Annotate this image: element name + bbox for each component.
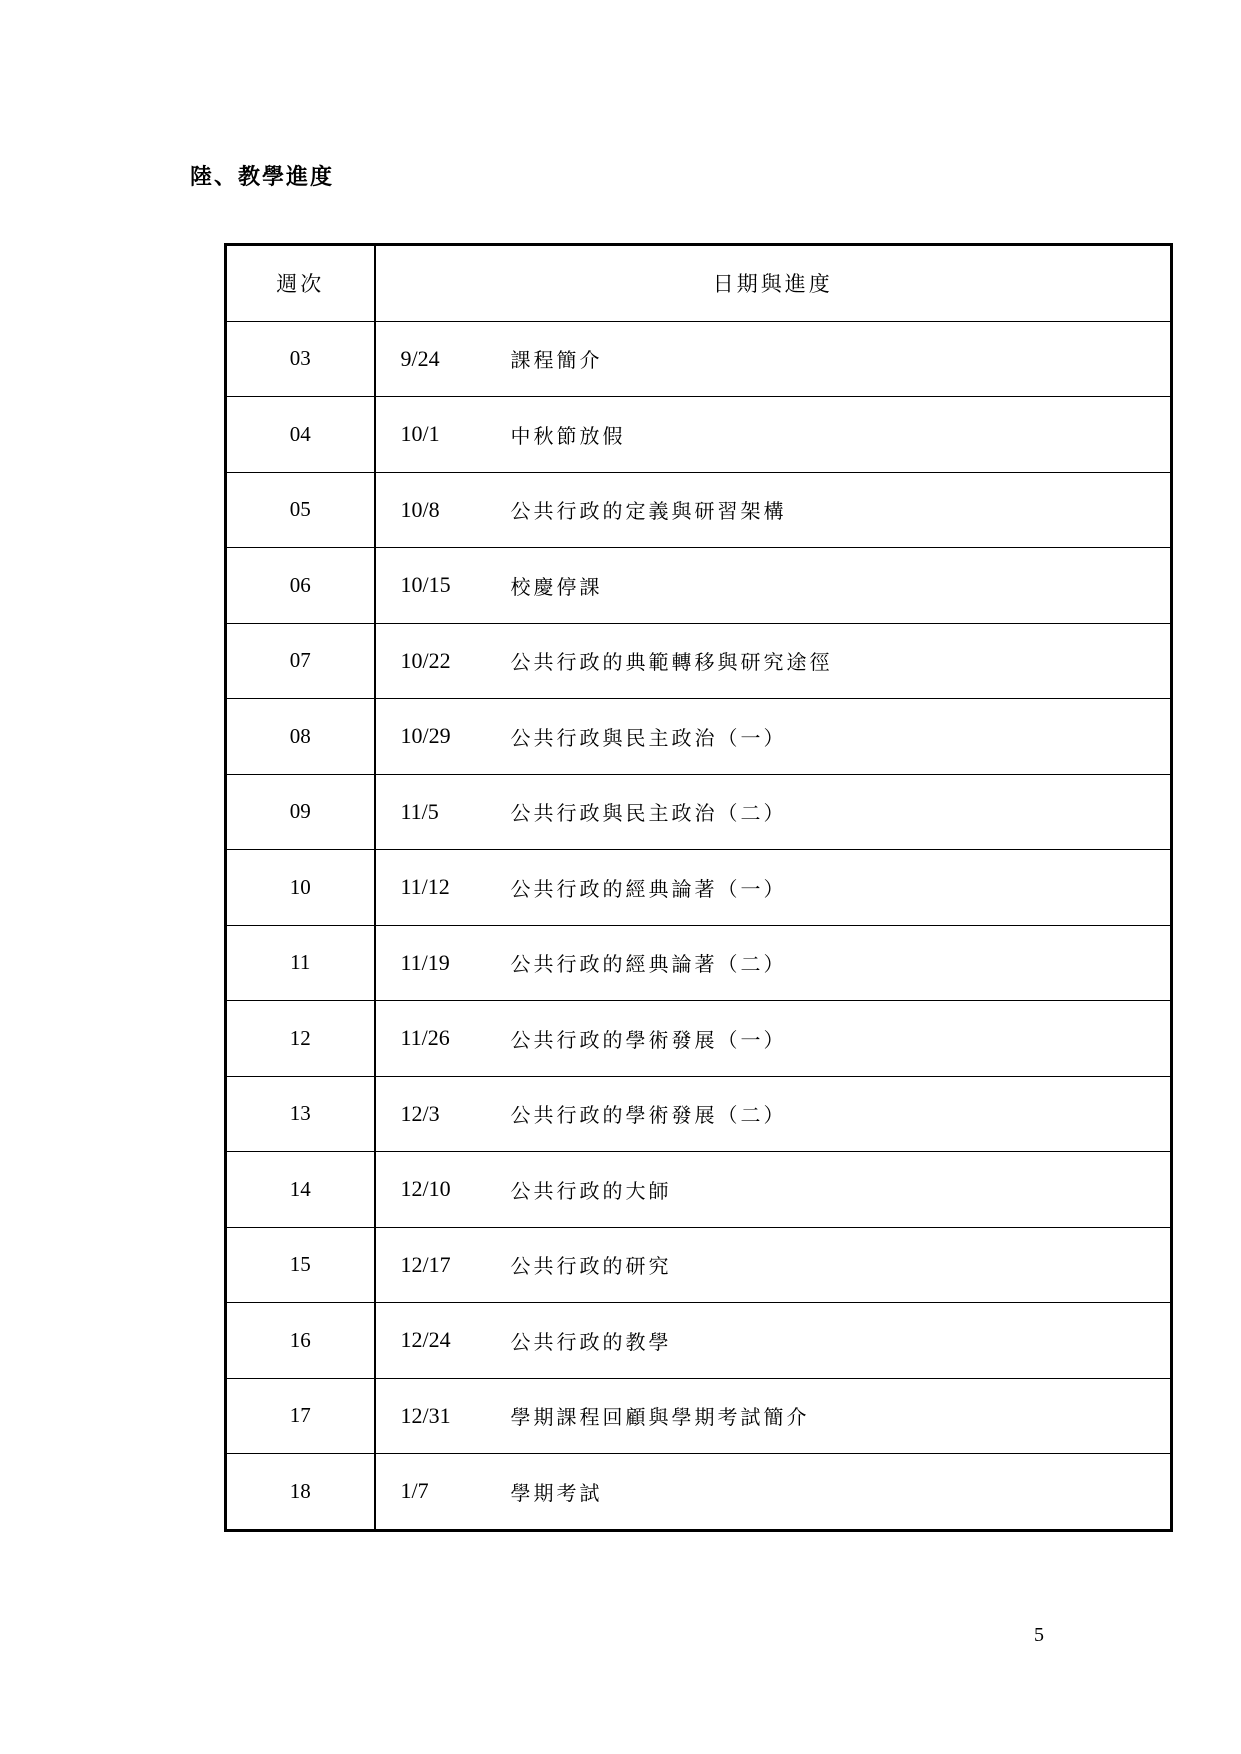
date-and-progress-cell	[375, 1001, 1172, 1077]
table-row	[226, 548, 1172, 624]
table-row	[226, 850, 1172, 926]
week-number: 13	[226, 1076, 375, 1152]
date-and-progress-cell	[375, 548, 1172, 624]
week-number: 03	[226, 321, 375, 397]
date-and-progress-cell	[375, 623, 1172, 699]
table-row	[226, 1227, 1172, 1303]
week-number: 17	[226, 1378, 375, 1454]
session-date: 10/1	[400, 421, 440, 447]
session-date: 12/3	[400, 1100, 440, 1126]
header-date-and-progress: 日期與進度	[375, 245, 1172, 322]
session-topic: 公共行政的經典論著（一）	[510, 876, 787, 901]
session-topic: 公共行政的經典論著（二）	[510, 952, 787, 977]
date-and-progress-cell	[375, 850, 1172, 926]
session-topic: 公共行政與民主政治（一）	[510, 725, 787, 750]
session-topic: 校慶停課	[510, 574, 603, 599]
session-topic: 學期考試	[510, 1480, 603, 1505]
table-row	[226, 774, 1172, 850]
session-topic: 公共行政的教學	[510, 1329, 672, 1354]
session-date: 10/22	[400, 647, 451, 673]
week-number: 10	[226, 850, 375, 926]
week-number: 14	[226, 1152, 375, 1228]
date-and-progress-cell	[375, 1454, 1172, 1531]
table-row	[226, 925, 1172, 1001]
table-row	[226, 1001, 1172, 1077]
week-number: 18	[226, 1454, 375, 1531]
week-number: 04	[226, 397, 375, 473]
date-and-progress-cell	[375, 699, 1172, 775]
session-date: 10/15	[400, 572, 451, 598]
date-and-progress-cell	[375, 774, 1172, 850]
session-date: 11/12	[400, 874, 450, 900]
schedule-body	[226, 245, 1172, 1531]
date-and-progress-cell	[375, 1378, 1172, 1454]
session-date: 11/5	[400, 798, 439, 824]
week-number: 09	[226, 774, 375, 850]
table-row	[226, 1152, 1172, 1228]
session-topic: 公共行政的定義與研習架構	[510, 499, 787, 524]
session-topic: 學期課程回顧與學期考試簡介	[510, 1405, 810, 1430]
session-date: 1/7	[400, 1478, 429, 1504]
table-row	[226, 472, 1172, 548]
session-topic: 中秋節放假	[510, 423, 626, 448]
session-date: 12/31	[400, 1402, 451, 1428]
session-date: 10/29	[400, 723, 451, 749]
week-number: 11	[226, 925, 375, 1001]
session-date: 10/8	[400, 496, 440, 522]
schedule-table	[224, 243, 1173, 1532]
week-number: 08	[226, 699, 375, 775]
section-title: 陸、教學進度	[190, 165, 335, 190]
week-number: 07	[226, 623, 375, 699]
session-topic: 公共行政的學術發展（一）	[510, 1027, 787, 1052]
table-row	[226, 1076, 1172, 1152]
header-week: 週次	[226, 245, 375, 322]
week-number: 06	[226, 548, 375, 624]
table-header-row	[226, 245, 1172, 322]
session-date: 9/24	[400, 345, 440, 371]
table-row	[226, 1454, 1172, 1531]
session-date: 12/17	[400, 1251, 451, 1277]
table-row	[226, 1378, 1172, 1454]
date-and-progress-cell	[375, 321, 1172, 397]
session-topic: 公共行政的學術發展（二）	[510, 1103, 787, 1128]
session-date: 11/26	[400, 1025, 450, 1051]
table-row	[226, 321, 1172, 397]
date-and-progress-cell	[375, 1227, 1172, 1303]
page-number: 5	[1034, 1624, 1044, 1646]
table-row	[226, 623, 1172, 699]
table-row	[226, 699, 1172, 775]
date-and-progress-cell	[375, 472, 1172, 548]
table-row	[226, 397, 1172, 473]
date-and-progress-cell	[375, 1152, 1172, 1228]
session-topic: 公共行政與民主政治（二）	[510, 801, 787, 826]
session-date: 11/19	[400, 949, 450, 975]
session-topic: 公共行政的典範轉移與研究途徑	[510, 650, 833, 675]
session-date: 12/24	[400, 1327, 451, 1353]
date-and-progress-cell	[375, 925, 1172, 1001]
week-number: 16	[226, 1303, 375, 1379]
session-topic: 課程簡介	[510, 348, 603, 373]
session-topic: 公共行政的研究	[510, 1254, 672, 1279]
session-topic: 公共行政的大師	[510, 1178, 672, 1203]
session-date: 12/10	[400, 1176, 451, 1202]
week-number: 12	[226, 1001, 375, 1077]
week-number: 15	[226, 1227, 375, 1303]
date-and-progress-cell	[375, 1076, 1172, 1152]
table-row	[226, 1303, 1172, 1379]
date-and-progress-cell	[375, 397, 1172, 473]
date-and-progress-cell	[375, 1303, 1172, 1379]
week-number: 05	[226, 472, 375, 548]
